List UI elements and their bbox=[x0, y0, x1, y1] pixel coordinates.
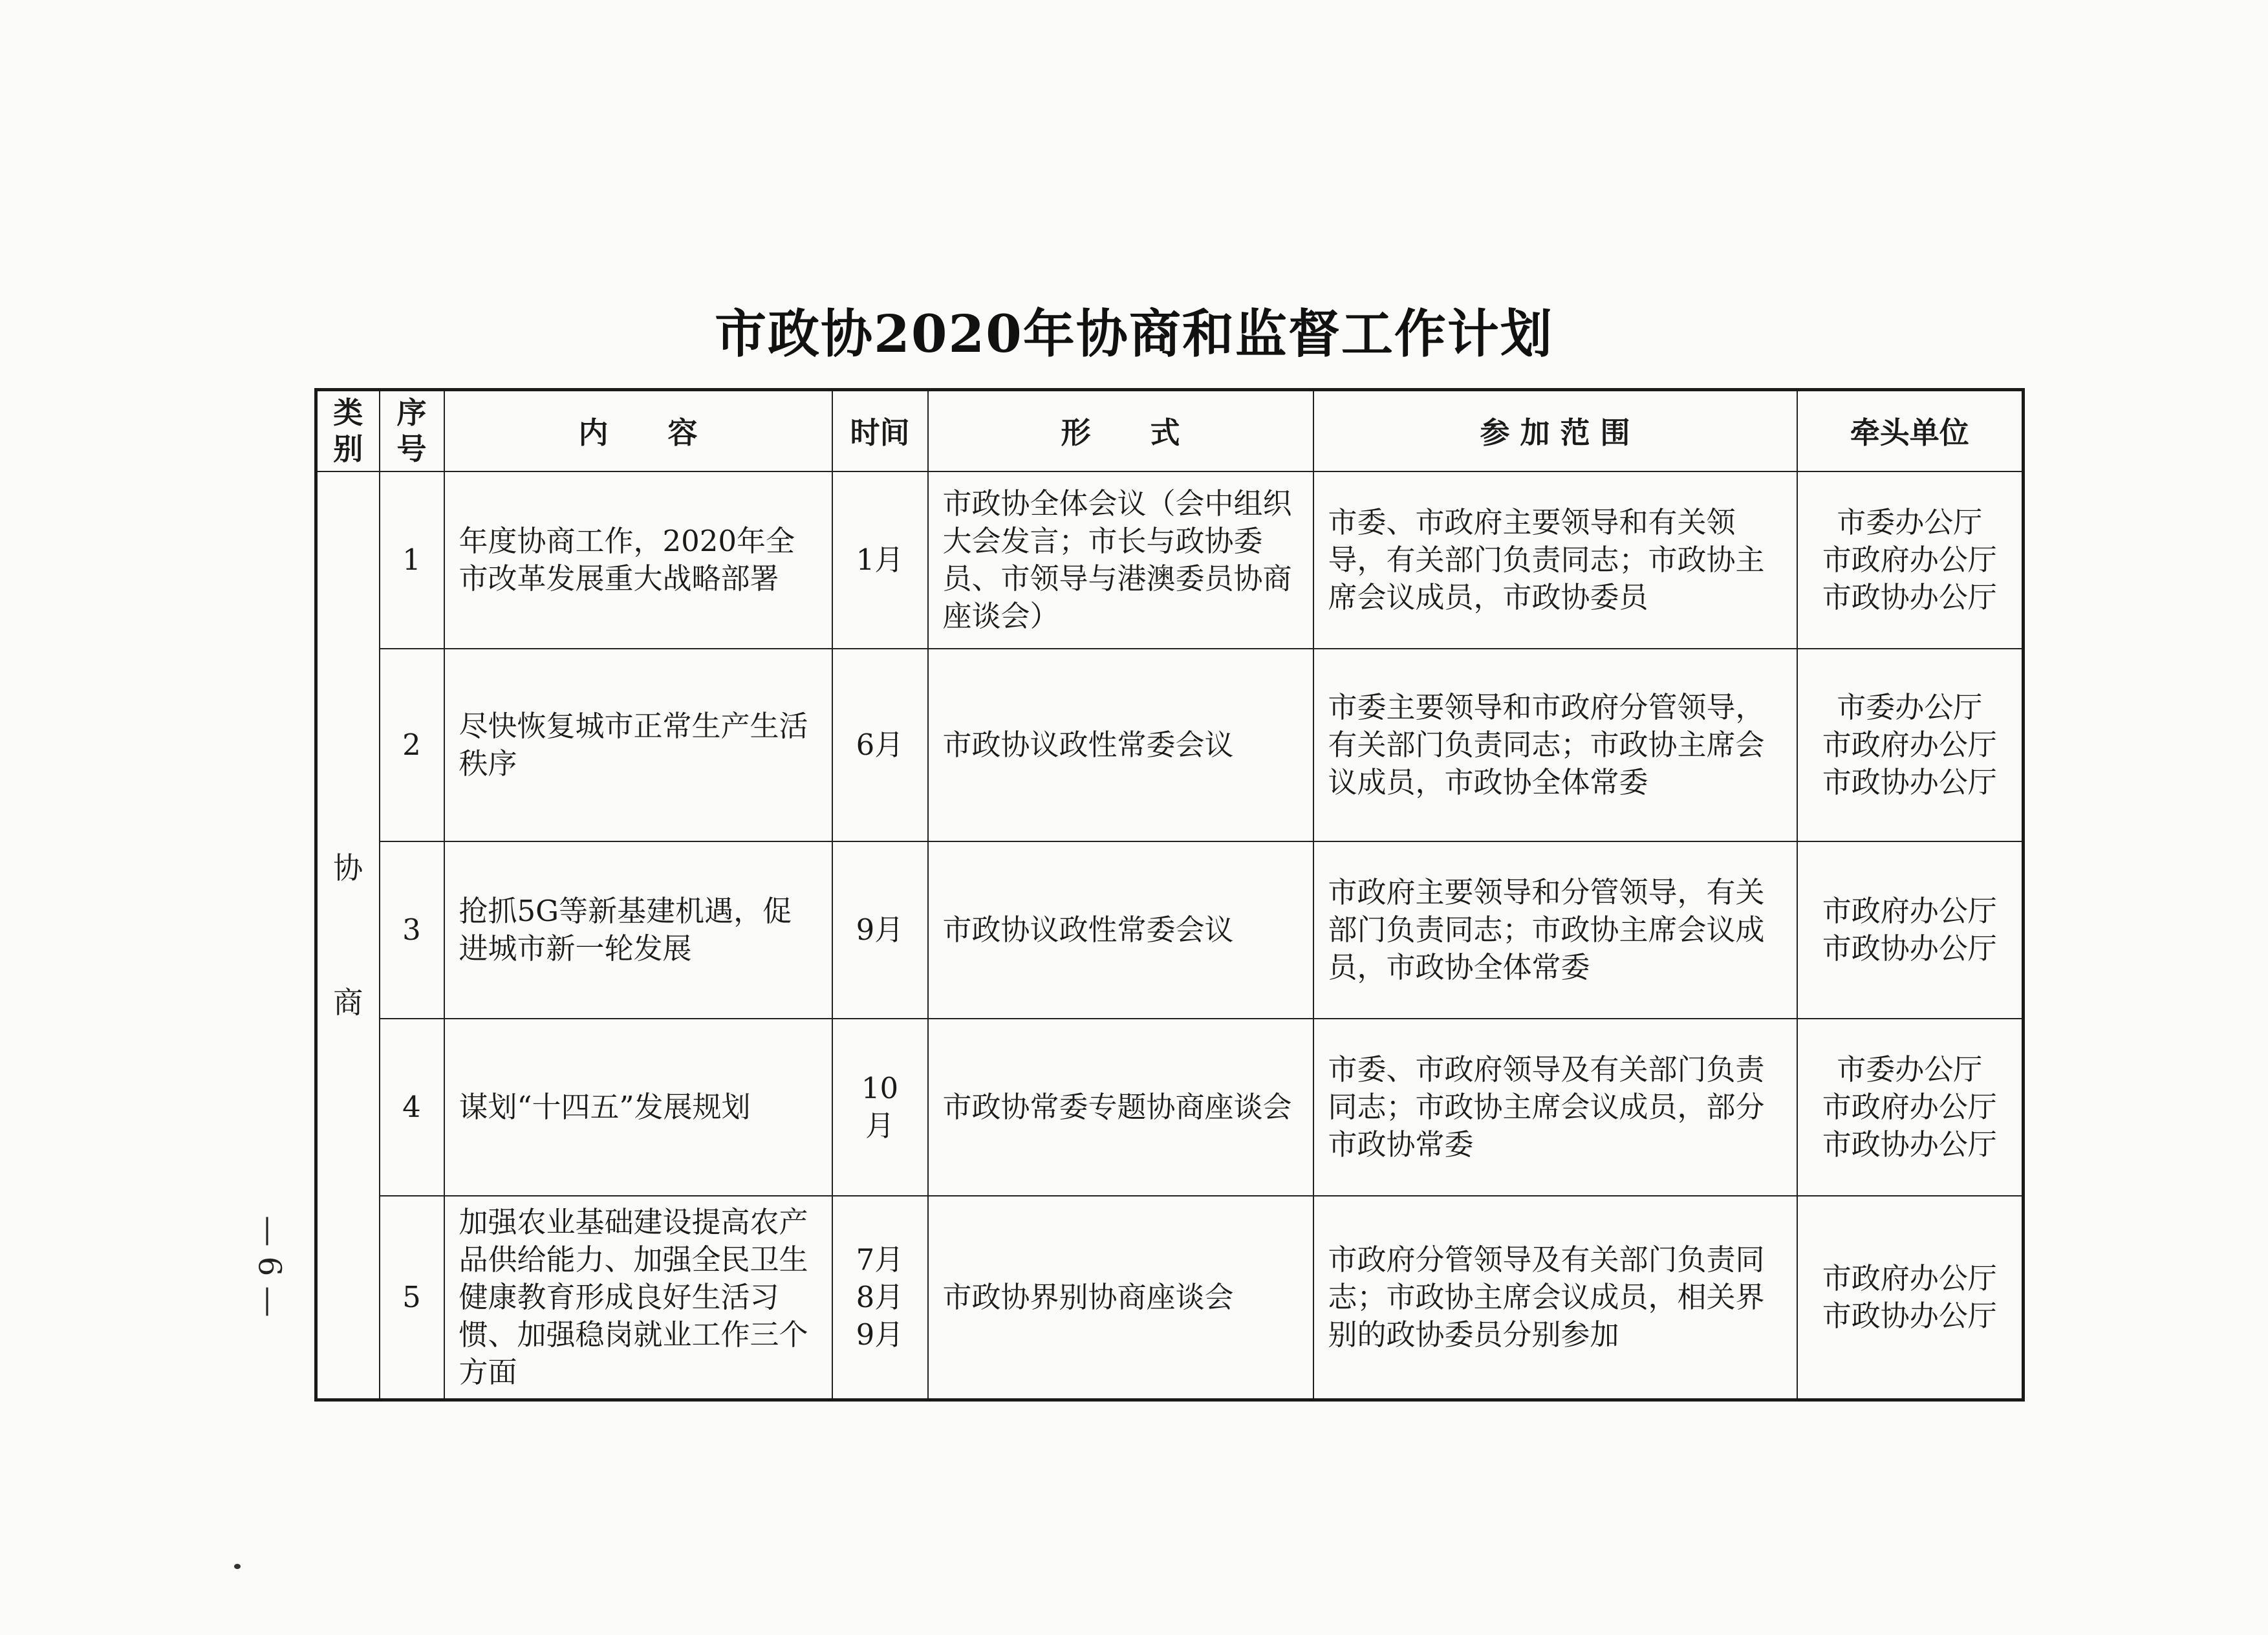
row-time: 7月 8月 9月 bbox=[832, 1196, 928, 1400]
table-row bbox=[316, 649, 2024, 841]
row-content: 谋划“十四五”发展规划 bbox=[444, 1019, 832, 1196]
row-time: 9月 bbox=[832, 841, 928, 1019]
header-form: 形 式 bbox=[928, 390, 1313, 471]
row-form: 市政协议政性常委会议 bbox=[928, 649, 1313, 841]
row-scope: 市委、市政府主要领导和有关领导，有关部门负责同志；市政协主席会议成员，市政协委员 bbox=[1313, 471, 1797, 649]
header-seq-line-1: 序 bbox=[396, 395, 427, 431]
row-seq: 1 bbox=[380, 471, 444, 649]
page-number: — 6 — bbox=[251, 1215, 288, 1317]
header-category bbox=[316, 390, 380, 471]
row-scope: 市委主要领导和市政府分管领导，有关部门负责同志；市政协主席会议成员，市政协全体常委 bbox=[1313, 649, 1797, 841]
row-seq: 4 bbox=[380, 1019, 444, 1196]
table-row bbox=[316, 841, 2024, 1019]
header-category-line-1: 类 bbox=[333, 395, 363, 431]
row-content: 加强农业基础建设提高农产品供给能力、加强全民卫生健康教育形成良好生活习惯、加强稳岗就业工作三个方面 bbox=[444, 1196, 832, 1400]
header-scope: 参 加 范 围 bbox=[1313, 390, 1797, 471]
header-seq bbox=[380, 390, 444, 471]
scan-speck bbox=[234, 1564, 241, 1569]
header-category-line-2: 别 bbox=[333, 431, 363, 467]
row-seq: 5 bbox=[380, 1196, 444, 1400]
category-char-2: 商 bbox=[333, 984, 363, 1020]
row-lead-unit: 市委办公厅 市政府办公厅 市政协办公厅 bbox=[1797, 649, 2024, 841]
table-header-row bbox=[316, 390, 2024, 471]
row-scope: 市政府分管领导及有关部门负责同志；市政协主席会议成员，相关界别的政协委员分别参加 bbox=[1313, 1196, 1797, 1400]
row-time: 1月 bbox=[832, 471, 928, 649]
row-seq: 3 bbox=[380, 841, 444, 1019]
row-seq: 2 bbox=[380, 649, 444, 841]
row-scope: 市政府主要领导和分管领导，有关部门负责同志；市政协主席会议成员，市政协全体常委 bbox=[1313, 841, 1797, 1019]
row-form: 市政协议政性常委会议 bbox=[928, 841, 1313, 1019]
table-row bbox=[316, 1019, 2024, 1196]
row-content: 年度协商工作，2020年全市改革发展重大战略部署 bbox=[444, 471, 832, 649]
row-form: 市政协界别协商座谈会 bbox=[928, 1196, 1313, 1400]
header-time: 时间 bbox=[832, 390, 928, 471]
row-lead-unit: 市委办公厅 市政府办公厅 市政协办公厅 bbox=[1797, 1019, 2024, 1196]
row-time: 10月 bbox=[832, 1019, 928, 1196]
table-row bbox=[316, 471, 2024, 649]
row-scope: 市委、市政府领导及有关部门负责同志；市政协主席会议成员，部分市政协常委 bbox=[1313, 1019, 1797, 1196]
header-content: 内 容 bbox=[444, 390, 832, 471]
work-plan-table bbox=[314, 388, 2025, 1402]
row-form: 市政协全体会议（会中组织大会发言；市长与政协委员、市领导与港澳委员协商座谈会） bbox=[928, 471, 1313, 649]
table-row bbox=[316, 1196, 2024, 1400]
category-cell bbox=[316, 471, 380, 1400]
header-lead-unit: 牵头单位 bbox=[1797, 390, 2024, 471]
row-content: 抢抓5G等新基建机遇，促进城市新一轮发展 bbox=[444, 841, 832, 1019]
category-char-1: 协 bbox=[333, 850, 363, 885]
header-seq-line-2: 号 bbox=[396, 431, 427, 467]
document-title: 市政协2020年协商和监督工作计划 bbox=[715, 303, 1553, 364]
row-lead-unit: 市政府办公厅 市政协办公厅 bbox=[1797, 841, 2024, 1019]
row-form: 市政协常委专题协商座谈会 bbox=[928, 1019, 1313, 1196]
row-content: 尽快恢复城市正常生产生活秩序 bbox=[444, 649, 832, 841]
row-time: 6月 bbox=[832, 649, 928, 841]
row-lead-unit: 市委办公厅 市政府办公厅 市政协办公厅 bbox=[1797, 471, 2024, 649]
row-lead-unit: 市政府办公厅 市政协办公厅 bbox=[1797, 1196, 2024, 1400]
